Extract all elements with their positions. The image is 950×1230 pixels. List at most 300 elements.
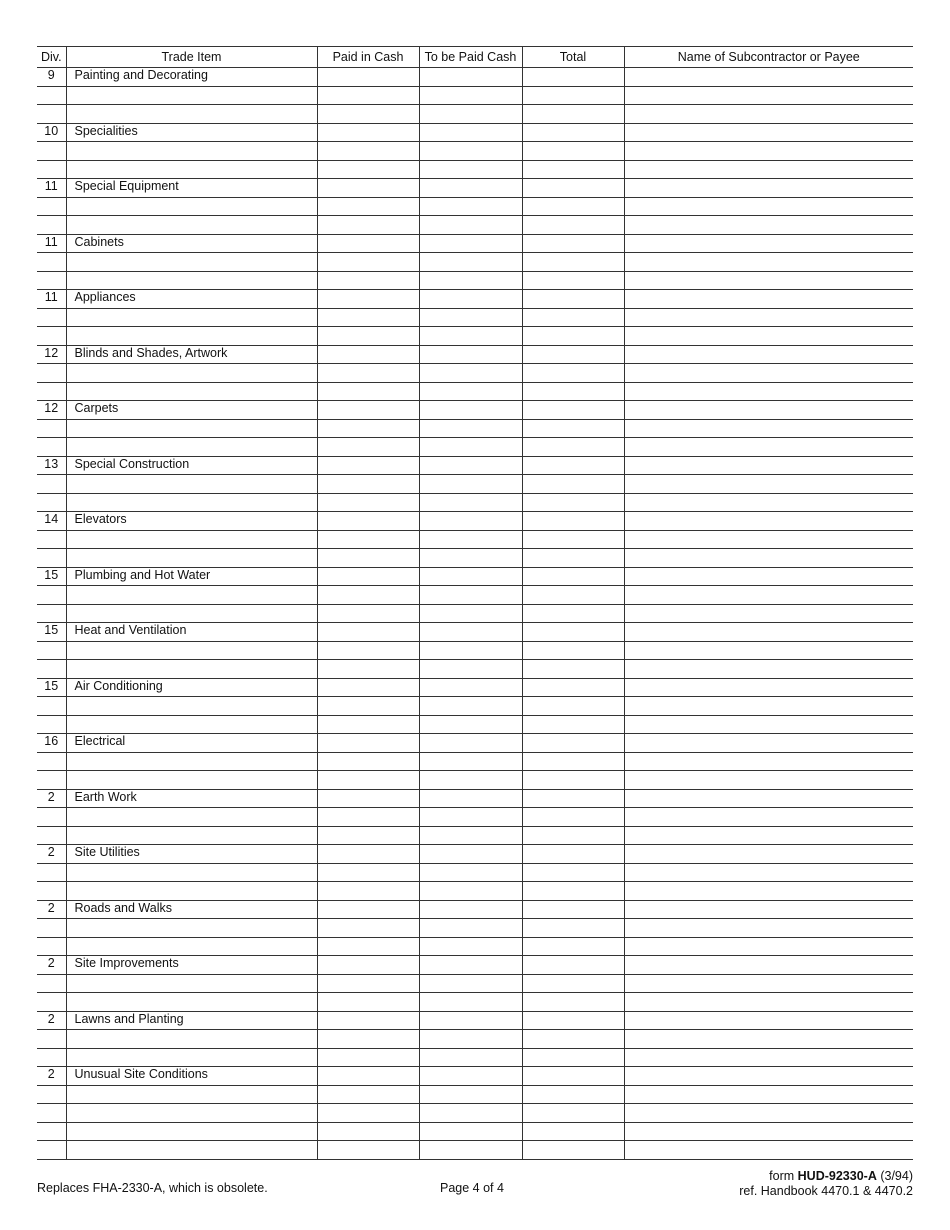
total-cell[interactable]	[522, 160, 624, 179]
to-be-paid-cash-cell[interactable]	[419, 382, 522, 401]
total-cell[interactable]	[522, 493, 624, 512]
total-cell[interactable]	[522, 456, 624, 475]
to-be-paid-cash-cell[interactable]	[419, 586, 522, 605]
payee-cell[interactable]	[624, 1104, 913, 1123]
div-cell	[37, 993, 66, 1012]
total-cell[interactable]	[522, 142, 624, 161]
blank-row	[37, 937, 913, 956]
total-cell[interactable]	[522, 1104, 624, 1123]
to-be-paid-cash-cell[interactable]	[419, 216, 522, 235]
paid-in-cash-cell[interactable]	[317, 845, 419, 864]
paid-in-cash-cell[interactable]	[317, 697, 419, 716]
paid-in-cash-cell[interactable]	[317, 1067, 419, 1086]
total-cell[interactable]	[522, 660, 624, 679]
payee-cell[interactable]	[624, 882, 913, 901]
trade-item-cell	[66, 604, 317, 623]
to-be-paid-cash-cell[interactable]	[419, 1104, 522, 1123]
paid-in-cash-cell[interactable]	[317, 586, 419, 605]
table-row	[37, 234, 913, 253]
total-cell[interactable]	[522, 234, 624, 253]
payee-cell[interactable]	[624, 456, 913, 475]
blank-row	[37, 438, 913, 457]
total-cell[interactable]	[522, 1067, 624, 1086]
payee-cell[interactable]	[624, 123, 913, 142]
div-cell	[37, 697, 66, 716]
paid-in-cash-cell[interactable]	[317, 1141, 419, 1160]
to-be-paid-cash-cell[interactable]	[419, 160, 522, 179]
payee-cell[interactable]	[624, 715, 913, 734]
payee-cell[interactable]	[624, 845, 913, 864]
paid-in-cash-cell[interactable]	[317, 401, 419, 420]
paid-in-cash-cell[interactable]	[317, 1085, 419, 1104]
payee-cell[interactable]	[624, 604, 913, 623]
to-be-paid-cash-cell[interactable]	[419, 660, 522, 679]
total-cell[interactable]	[522, 179, 624, 198]
payee-cell[interactable]	[624, 345, 913, 364]
div-cell	[37, 1122, 66, 1141]
total-cell[interactable]	[522, 771, 624, 790]
total-cell[interactable]	[522, 623, 624, 642]
total-cell[interactable]	[522, 919, 624, 938]
paid-in-cash-cell[interactable]	[317, 789, 419, 808]
paid-in-cash-cell[interactable]	[317, 327, 419, 346]
paid-in-cash-cell[interactable]	[317, 382, 419, 401]
trade-item-cell	[66, 364, 317, 383]
table-row	[37, 68, 913, 87]
paid-in-cash-cell[interactable]	[317, 678, 419, 697]
to-be-paid-cash-cell[interactable]	[419, 123, 522, 142]
to-be-paid-cash-cell[interactable]	[419, 364, 522, 383]
total-cell[interactable]	[522, 1011, 624, 1030]
paid-in-cash-cell[interactable]	[317, 623, 419, 642]
paid-in-cash-cell[interactable]	[317, 826, 419, 845]
trade-item-cell	[66, 382, 317, 401]
to-be-paid-cash-cell[interactable]	[419, 734, 522, 753]
payee-cell[interactable]	[624, 68, 913, 87]
to-be-paid-cash-cell[interactable]	[419, 641, 522, 660]
payee-cell[interactable]	[624, 1122, 913, 1141]
paid-in-cash-cell[interactable]	[317, 752, 419, 771]
trade-item-cell	[66, 1141, 317, 1160]
to-be-paid-cash-cell[interactable]	[419, 142, 522, 161]
paid-in-cash-cell[interactable]	[317, 253, 419, 272]
payee-cell[interactable]	[624, 364, 913, 383]
to-be-paid-cash-cell[interactable]	[419, 1085, 522, 1104]
total-cell[interactable]	[522, 567, 624, 586]
to-be-paid-cash-cell[interactable]	[419, 1030, 522, 1049]
total-cell[interactable]	[522, 1085, 624, 1104]
paid-in-cash-cell[interactable]	[317, 549, 419, 568]
table-row	[37, 345, 913, 364]
paid-in-cash-cell[interactable]	[317, 345, 419, 364]
trade-item-cell	[66, 863, 317, 882]
to-be-paid-cash-cell[interactable]	[419, 512, 522, 531]
paid-in-cash-cell[interactable]	[317, 160, 419, 179]
blank-row	[37, 493, 913, 512]
payee-cell[interactable]	[624, 1011, 913, 1030]
total-cell[interactable]	[522, 123, 624, 142]
paid-in-cash-cell[interactable]	[317, 900, 419, 919]
trade-item-cell: Site Improvements	[66, 956, 317, 975]
paid-in-cash-cell[interactable]	[317, 179, 419, 198]
total-cell[interactable]	[522, 900, 624, 919]
payee-cell[interactable]	[624, 475, 913, 494]
div-cell	[37, 419, 66, 438]
total-cell[interactable]	[522, 715, 624, 734]
to-be-paid-cash-cell[interactable]	[419, 567, 522, 586]
div-cell	[37, 826, 66, 845]
trade-item-cell: Site Utilities	[66, 845, 317, 864]
paid-in-cash-cell[interactable]	[317, 86, 419, 105]
blank-row	[37, 1085, 913, 1104]
table-row	[37, 1011, 913, 1030]
paid-in-cash-cell[interactable]	[317, 567, 419, 586]
paid-in-cash-cell[interactable]	[317, 438, 419, 457]
total-cell[interactable]	[522, 197, 624, 216]
trade-item-cell: Special Equipment	[66, 179, 317, 198]
total-cell[interactable]	[522, 882, 624, 901]
total-cell[interactable]	[522, 974, 624, 993]
to-be-paid-cash-cell[interactable]	[419, 1011, 522, 1030]
payee-cell[interactable]	[624, 937, 913, 956]
trade-item-cell	[66, 1048, 317, 1067]
total-cell[interactable]	[522, 808, 624, 827]
paid-in-cash-cell[interactable]	[317, 734, 419, 753]
to-be-paid-cash-cell[interactable]	[419, 789, 522, 808]
trade-item-cell	[66, 271, 317, 290]
payee-cell[interactable]	[624, 567, 913, 586]
paid-in-cash-cell[interactable]	[317, 771, 419, 790]
paid-in-cash-cell[interactable]	[317, 993, 419, 1012]
total-cell[interactable]	[522, 697, 624, 716]
to-be-paid-cash-cell[interactable]	[419, 345, 522, 364]
paid-in-cash-cell[interactable]	[317, 604, 419, 623]
total-cell[interactable]	[522, 863, 624, 882]
paid-in-cash-cell[interactable]	[317, 308, 419, 327]
trade-item-cell: Appliances	[66, 290, 317, 309]
to-be-paid-cash-cell[interactable]	[419, 826, 522, 845]
trade-item-cell	[66, 974, 317, 993]
to-be-paid-cash-cell[interactable]	[419, 253, 522, 272]
payee-cell[interactable]	[624, 826, 913, 845]
trade-item-cell	[66, 660, 317, 679]
payee-cell[interactable]	[624, 678, 913, 697]
div-cell: 9	[37, 68, 66, 87]
total-cell[interactable]	[522, 530, 624, 549]
payee-cell[interactable]	[624, 308, 913, 327]
paid-in-cash-cell[interactable]	[317, 808, 419, 827]
paid-in-cash-cell[interactable]	[317, 493, 419, 512]
payee-cell[interactable]	[624, 863, 913, 882]
form-number: HUD-92330-A	[797, 1169, 877, 1183]
div-cell	[37, 1104, 66, 1123]
total-cell[interactable]	[522, 308, 624, 327]
payee-cell[interactable]	[624, 160, 913, 179]
payee-cell[interactable]	[624, 105, 913, 124]
div-cell	[37, 475, 66, 494]
paid-in-cash-cell[interactable]	[317, 1122, 419, 1141]
payee-cell[interactable]	[624, 197, 913, 216]
payee-cell[interactable]	[624, 549, 913, 568]
to-be-paid-cash-cell[interactable]	[419, 327, 522, 346]
to-be-paid-cash-cell[interactable]	[419, 863, 522, 882]
payee-cell[interactable]	[624, 382, 913, 401]
payee-cell[interactable]	[624, 956, 913, 975]
paid-in-cash-cell[interactable]	[317, 1048, 419, 1067]
payee-cell[interactable]	[624, 253, 913, 272]
paid-in-cash-cell[interactable]	[317, 456, 419, 475]
paid-in-cash-cell[interactable]	[317, 660, 419, 679]
payee-cell[interactable]	[624, 1085, 913, 1104]
to-be-paid-cash-cell[interactable]	[419, 974, 522, 993]
payee-cell[interactable]	[624, 1030, 913, 1049]
to-be-paid-cash-cell[interactable]	[419, 1048, 522, 1067]
total-cell[interactable]	[522, 438, 624, 457]
payee-cell[interactable]	[624, 419, 913, 438]
to-be-paid-cash-cell[interactable]	[419, 604, 522, 623]
trade-item-cell: Air Conditioning	[66, 678, 317, 697]
paid-in-cash-cell[interactable]	[317, 197, 419, 216]
payee-cell[interactable]	[624, 142, 913, 161]
paid-in-cash-cell[interactable]	[317, 290, 419, 309]
paid-in-cash-cell[interactable]	[317, 641, 419, 660]
paid-in-cash-cell[interactable]	[317, 105, 419, 124]
div-cell	[37, 197, 66, 216]
to-be-paid-cash-cell[interactable]	[419, 697, 522, 716]
payee-cell[interactable]	[624, 1141, 913, 1160]
to-be-paid-cash-cell[interactable]	[419, 845, 522, 864]
to-be-paid-cash-cell[interactable]	[419, 493, 522, 512]
total-cell[interactable]	[522, 586, 624, 605]
payee-cell[interactable]	[624, 1067, 913, 1086]
paid-in-cash-cell[interactable]	[317, 715, 419, 734]
blank-row	[37, 382, 913, 401]
header-payee: Name of Subcontractor or Payee	[624, 47, 913, 68]
trade-item-cell: Blinds and Shades, Artwork	[66, 345, 317, 364]
payee-cell[interactable]	[624, 512, 913, 531]
total-cell[interactable]	[522, 271, 624, 290]
payee-cell[interactable]	[624, 660, 913, 679]
div-cell	[37, 863, 66, 882]
total-cell[interactable]	[522, 419, 624, 438]
payee-cell[interactable]	[624, 216, 913, 235]
div-cell: 16	[37, 734, 66, 753]
to-be-paid-cash-cell[interactable]	[419, 993, 522, 1012]
trade-item-cell	[66, 308, 317, 327]
paid-in-cash-cell[interactable]	[317, 475, 419, 494]
div-cell: 2	[37, 1011, 66, 1030]
blank-row	[37, 641, 913, 660]
payee-cell[interactable]	[624, 401, 913, 420]
blank-row	[37, 530, 913, 549]
total-cell[interactable]	[522, 549, 624, 568]
paid-in-cash-cell[interactable]	[317, 142, 419, 161]
paid-in-cash-cell[interactable]	[317, 956, 419, 975]
div-cell	[37, 882, 66, 901]
total-cell[interactable]	[522, 937, 624, 956]
total-cell[interactable]	[522, 345, 624, 364]
handbook-reference: ref. Handbook 4470.1 & 4470.2	[739, 1184, 913, 1198]
to-be-paid-cash-cell[interactable]	[419, 623, 522, 642]
paid-in-cash-cell[interactable]	[317, 234, 419, 253]
trade-item-cell	[66, 1104, 317, 1123]
total-cell[interactable]	[522, 68, 624, 87]
trade-item-cell	[66, 1085, 317, 1104]
paid-in-cash-cell[interactable]	[317, 974, 419, 993]
total-cell[interactable]	[522, 1122, 624, 1141]
payee-cell[interactable]	[624, 179, 913, 198]
to-be-paid-cash-cell[interactable]	[419, 308, 522, 327]
to-be-paid-cash-cell[interactable]	[419, 919, 522, 938]
payee-cell[interactable]	[624, 1048, 913, 1067]
total-cell[interactable]	[522, 604, 624, 623]
to-be-paid-cash-cell[interactable]	[419, 86, 522, 105]
to-be-paid-cash-cell[interactable]	[419, 808, 522, 827]
paid-in-cash-cell[interactable]	[317, 512, 419, 531]
div-cell: 11	[37, 290, 66, 309]
payee-cell[interactable]	[624, 271, 913, 290]
total-cell[interactable]	[522, 1030, 624, 1049]
total-cell[interactable]	[522, 364, 624, 383]
to-be-paid-cash-cell[interactable]	[419, 771, 522, 790]
total-cell[interactable]	[522, 1048, 624, 1067]
to-be-paid-cash-cell[interactable]	[419, 956, 522, 975]
blank-row	[37, 1030, 913, 1049]
payee-cell[interactable]	[624, 290, 913, 309]
trade-item-cell	[66, 253, 317, 272]
blank-row	[37, 142, 913, 161]
to-be-paid-cash-cell[interactable]	[419, 715, 522, 734]
payee-cell[interactable]	[624, 752, 913, 771]
payee-cell[interactable]	[624, 86, 913, 105]
payee-cell[interactable]	[624, 327, 913, 346]
payee-cell[interactable]	[624, 530, 913, 549]
div-cell: 14	[37, 512, 66, 531]
to-be-paid-cash-cell[interactable]	[419, 419, 522, 438]
total-cell[interactable]	[522, 641, 624, 660]
to-be-paid-cash-cell[interactable]	[419, 401, 522, 420]
total-cell[interactable]	[522, 826, 624, 845]
total-cell[interactable]	[522, 327, 624, 346]
to-be-paid-cash-cell[interactable]	[419, 900, 522, 919]
total-cell[interactable]	[522, 845, 624, 864]
total-cell[interactable]	[522, 1141, 624, 1160]
trade-item-cell	[66, 937, 317, 956]
total-cell[interactable]	[522, 401, 624, 420]
paid-in-cash-cell[interactable]	[317, 863, 419, 882]
to-be-paid-cash-cell[interactable]	[419, 882, 522, 901]
paid-in-cash-cell[interactable]	[317, 1030, 419, 1049]
paid-in-cash-cell[interactable]	[317, 882, 419, 901]
paid-in-cash-cell[interactable]	[317, 364, 419, 383]
payee-cell[interactable]	[624, 789, 913, 808]
to-be-paid-cash-cell[interactable]	[419, 68, 522, 87]
to-be-paid-cash-cell[interactable]	[419, 105, 522, 124]
total-cell[interactable]	[522, 512, 624, 531]
blank-row	[37, 604, 913, 623]
to-be-paid-cash-cell[interactable]	[419, 937, 522, 956]
paid-in-cash-cell[interactable]	[317, 271, 419, 290]
total-cell[interactable]	[522, 216, 624, 235]
to-be-paid-cash-cell[interactable]	[419, 1067, 522, 1086]
to-be-paid-cash-cell[interactable]	[419, 197, 522, 216]
paid-in-cash-cell[interactable]	[317, 937, 419, 956]
to-be-paid-cash-cell[interactable]	[419, 752, 522, 771]
trade-item-cell: Plumbing and Hot Water	[66, 567, 317, 586]
total-cell[interactable]	[522, 105, 624, 124]
payee-cell[interactable]	[624, 623, 913, 642]
payee-cell[interactable]	[624, 438, 913, 457]
paid-in-cash-cell[interactable]	[317, 530, 419, 549]
payee-cell[interactable]	[624, 493, 913, 512]
payee-cell[interactable]	[624, 771, 913, 790]
div-cell: 15	[37, 678, 66, 697]
total-cell[interactable]	[522, 956, 624, 975]
payee-cell[interactable]	[624, 808, 913, 827]
header-paid-in-cash: Paid in Cash	[317, 47, 419, 68]
to-be-paid-cash-cell[interactable]	[419, 475, 522, 494]
trade-item-cell	[66, 1030, 317, 1049]
total-cell[interactable]	[522, 752, 624, 771]
to-be-paid-cash-cell[interactable]	[419, 456, 522, 475]
paid-in-cash-cell[interactable]	[317, 123, 419, 142]
to-be-paid-cash-cell[interactable]	[419, 549, 522, 568]
div-cell: 12	[37, 345, 66, 364]
div-cell	[37, 549, 66, 568]
total-cell[interactable]	[522, 789, 624, 808]
paid-in-cash-cell[interactable]	[317, 419, 419, 438]
to-be-paid-cash-cell[interactable]	[419, 234, 522, 253]
total-cell[interactable]	[522, 290, 624, 309]
payee-cell[interactable]	[624, 900, 913, 919]
total-cell[interactable]	[522, 678, 624, 697]
to-be-paid-cash-cell[interactable]	[419, 438, 522, 457]
paid-in-cash-cell[interactable]	[317, 216, 419, 235]
payee-cell[interactable]	[624, 919, 913, 938]
payee-cell[interactable]	[624, 697, 913, 716]
to-be-paid-cash-cell[interactable]	[419, 678, 522, 697]
total-cell[interactable]	[522, 382, 624, 401]
to-be-paid-cash-cell[interactable]	[419, 290, 522, 309]
total-cell[interactable]	[522, 253, 624, 272]
trade-item-cell: Carpets	[66, 401, 317, 420]
to-be-paid-cash-cell[interactable]	[419, 179, 522, 198]
payee-cell[interactable]	[624, 234, 913, 253]
total-cell[interactable]	[522, 993, 624, 1012]
form-number-line	[739, 1169, 913, 1184]
payee-cell[interactable]	[624, 993, 913, 1012]
payee-cell[interactable]	[624, 586, 913, 605]
payee-cell[interactable]	[624, 641, 913, 660]
paid-in-cash-cell[interactable]	[317, 1011, 419, 1030]
total-cell[interactable]	[522, 734, 624, 753]
to-be-paid-cash-cell[interactable]	[419, 1122, 522, 1141]
paid-in-cash-cell[interactable]	[317, 68, 419, 87]
total-cell[interactable]	[522, 475, 624, 494]
to-be-paid-cash-cell[interactable]	[419, 271, 522, 290]
payee-cell[interactable]	[624, 734, 913, 753]
payee-cell[interactable]	[624, 974, 913, 993]
div-cell	[37, 382, 66, 401]
to-be-paid-cash-cell[interactable]	[419, 1141, 522, 1160]
header-div: Div.	[37, 47, 66, 68]
div-cell	[37, 271, 66, 290]
total-cell[interactable]	[522, 86, 624, 105]
to-be-paid-cash-cell[interactable]	[419, 530, 522, 549]
trade-item-cell	[66, 1122, 317, 1141]
paid-in-cash-cell[interactable]	[317, 1104, 419, 1123]
paid-in-cash-cell[interactable]	[317, 919, 419, 938]
